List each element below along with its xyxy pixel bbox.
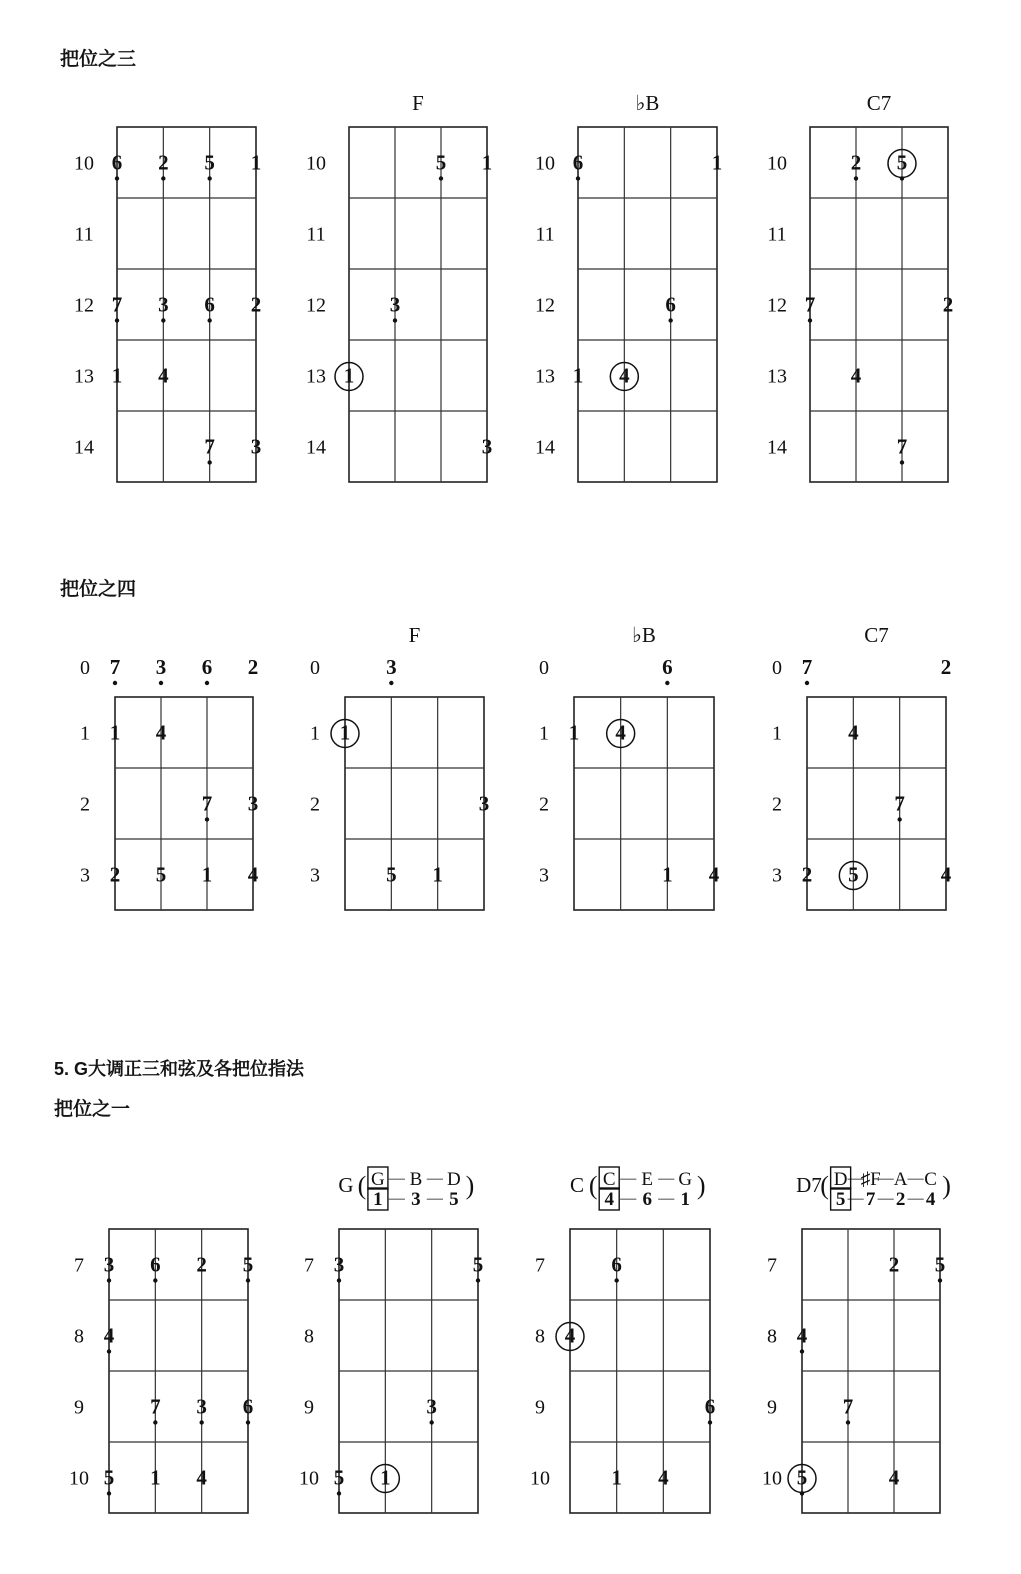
octave-dot <box>854 176 858 180</box>
chord-title: ♭B <box>635 91 660 115</box>
chord-diagram <box>539 623 720 910</box>
note-number: 3 <box>158 292 169 317</box>
chord-dash: — <box>426 1190 443 1207</box>
octave-dot <box>107 1491 111 1495</box>
chord-diagram <box>310 623 489 910</box>
chord-paren-close: ) <box>942 1171 951 1200</box>
fretboard-frame <box>349 127 487 482</box>
note-number: 5 <box>103 1465 115 1490</box>
chord-dash: — <box>658 1170 675 1187</box>
chord-note-name: C <box>602 1169 616 1190</box>
chord-diagram <box>74 127 261 482</box>
octave-dot <box>429 1420 433 1424</box>
chord-dash: — <box>877 1170 894 1187</box>
section-title-g-major: 5. G大调正三和弦及各把位指法 <box>54 1059 305 1079</box>
octave-dot <box>205 817 209 821</box>
octave-dot <box>805 681 809 685</box>
note-number: 7 <box>894 791 905 816</box>
fret-number-label: 9 <box>767 1396 777 1419</box>
chord-degree: 1 <box>680 1189 690 1210</box>
note-number: 2 <box>109 862 121 887</box>
note-number: 5 <box>204 150 215 175</box>
chord-paren-open: ( <box>357 1171 367 1200</box>
note-number: 4 <box>158 363 169 388</box>
fret-number-label: 10 <box>74 152 94 175</box>
octave-dot <box>668 318 672 322</box>
fret-number-label: 10 <box>69 1467 89 1490</box>
fret-number-label: 3 <box>539 864 549 887</box>
chord-degree: 6 <box>642 1189 652 1210</box>
fret-number-label: 3 <box>772 864 782 887</box>
chord-diagram <box>535 91 722 482</box>
octave-dot <box>205 681 209 685</box>
note-number: 1 <box>611 1465 622 1490</box>
fret-number-label: 8 <box>767 1325 777 1348</box>
note-number: 4 <box>615 720 626 745</box>
octave-dot <box>337 1278 341 1282</box>
note-number: 1 <box>432 862 443 887</box>
fret-number-label: 1 <box>80 722 90 745</box>
note-number: 3 <box>155 655 167 679</box>
chord-title: C7 <box>864 623 889 647</box>
note-number: 4 <box>658 1465 669 1490</box>
note-number: 4 <box>196 1465 207 1490</box>
note-number: 7 <box>201 791 213 816</box>
octave-dot <box>161 318 165 322</box>
section-heading-position-1: 把位之一 <box>54 1099 131 1120</box>
fret-number-label: 8 <box>304 1325 314 1348</box>
octave-dot <box>846 1420 850 1424</box>
note-number: 6 <box>201 655 213 679</box>
note-number: 5 <box>242 1252 254 1277</box>
note-number: 4 <box>848 720 859 745</box>
note-number: 4 <box>708 862 720 887</box>
note-number: 3 <box>386 655 397 679</box>
fret-number-label: 13 <box>74 365 94 388</box>
note-number: 5 <box>934 1252 946 1277</box>
note-number: 4 <box>888 1465 900 1490</box>
note-number: 4 <box>619 363 630 388</box>
chord-dash: — <box>620 1190 637 1207</box>
note-number: 6 <box>704 1394 716 1419</box>
chord-title: ♭B <box>632 623 656 647</box>
note-number: 2 <box>940 655 952 679</box>
chord-dash: — <box>847 1170 864 1187</box>
note-number: 4 <box>247 862 259 887</box>
note-number: 3 <box>196 1394 207 1419</box>
note-number: 1 <box>150 1465 161 1490</box>
note-number: 1 <box>343 363 355 388</box>
chord-degree: 5 <box>835 1189 846 1210</box>
fret-number-label: 1 <box>539 722 549 745</box>
octave-dot <box>576 176 580 180</box>
note-number: 6 <box>611 1252 622 1277</box>
octave-dot <box>808 318 812 322</box>
note-number: 5 <box>333 1465 345 1490</box>
fret-number-label: 13 <box>535 365 555 388</box>
note-number: 5 <box>796 1465 808 1490</box>
fretboard-frame <box>117 127 256 482</box>
octave-dot <box>389 681 393 685</box>
fret-number-label: 0 <box>310 657 320 679</box>
chord-dash: — <box>847 1190 864 1207</box>
octave-dot <box>107 1278 111 1282</box>
fret-number-label: 11 <box>767 223 787 246</box>
note-number: 1 <box>109 720 121 745</box>
note-number: 1 <box>201 862 213 887</box>
note-number: 3 <box>247 791 259 816</box>
fretboard-frame <box>574 697 714 910</box>
fret-number-label: 2 <box>772 793 782 816</box>
chord-dash: — <box>620 1170 637 1187</box>
fret-number-label: 3 <box>80 864 90 887</box>
fret-number-label: 11 <box>74 223 94 246</box>
octave-dot <box>113 681 117 685</box>
octave-dot <box>159 681 163 685</box>
octave-dot <box>938 1278 942 1282</box>
note-number: 3 <box>103 1252 115 1277</box>
octave-dot <box>900 460 904 464</box>
chord-title: C7 <box>866 91 892 115</box>
note-number: 2 <box>850 150 862 175</box>
note-number: 6 <box>204 292 215 317</box>
chord-note-name: B <box>409 1169 423 1190</box>
octave-dot <box>207 318 211 322</box>
chord-diagram <box>767 91 953 482</box>
chord-note-name: D <box>447 1169 461 1190</box>
chord-diagram <box>530 1167 715 1513</box>
octave-dot <box>439 176 443 180</box>
note-number: 6 <box>242 1394 254 1419</box>
chord-diagram <box>299 1167 483 1513</box>
chord-dash: — <box>658 1190 675 1207</box>
note-number: 2 <box>247 655 259 679</box>
octave-dot <box>153 1278 157 1282</box>
note-number: 4 <box>940 862 952 887</box>
chord-dash: — <box>426 1170 443 1187</box>
note-number: 4 <box>155 720 167 745</box>
chord-degree: 4 <box>925 1189 936 1210</box>
chord-dash: — <box>388 1190 405 1207</box>
chord-title: D7 <box>796 1173 822 1197</box>
octave-dot <box>115 318 119 322</box>
chord-paren-open: ( <box>820 1171 829 1200</box>
chord-paren-close: ) <box>465 1171 475 1200</box>
chord-title: F <box>408 623 421 647</box>
note-number: 7 <box>111 292 123 317</box>
chord-note-name: G <box>678 1169 693 1190</box>
note-number: 5 <box>896 150 908 175</box>
note-number: 3 <box>481 434 493 459</box>
note-number: 4 <box>850 363 862 388</box>
octave-dot <box>199 1420 203 1424</box>
note-number: 1 <box>711 150 723 175</box>
chord-title: F <box>412 91 424 115</box>
chord-dash: — <box>907 1170 924 1187</box>
octave-dot <box>800 1349 804 1353</box>
fretboard-frame <box>810 127 948 482</box>
chord-note-name: C <box>924 1169 937 1190</box>
note-number: 7 <box>804 292 816 317</box>
fret-number-label: 14 <box>306 436 326 459</box>
fret-number-label: 7 <box>767 1254 777 1277</box>
octave-dot <box>161 176 165 180</box>
chord-degree: 4 <box>604 1189 614 1210</box>
fret-number-label: 14 <box>767 436 787 459</box>
fret-number-label: 14 <box>535 436 555 459</box>
fret-number-label: 3 <box>310 864 320 887</box>
octave-dot <box>246 1420 250 1424</box>
chord-note-name: A <box>893 1169 908 1190</box>
fret-number-label: 13 <box>767 365 787 388</box>
section-heading-position-4: 把位之四 <box>60 579 137 600</box>
chord-note-name: E <box>641 1169 654 1190</box>
chord-dash: — <box>877 1190 894 1207</box>
note-number: 5 <box>435 150 447 175</box>
fret-number-label: 10 <box>306 152 326 175</box>
octave-dot <box>614 1278 618 1282</box>
chord-degree: 2 <box>895 1189 906 1210</box>
note-number: 7 <box>842 1394 854 1419</box>
note-number: 2 <box>158 150 169 175</box>
note-number: 1 <box>662 862 673 887</box>
chord-diagram <box>772 623 952 910</box>
octave-dot <box>107 1349 111 1353</box>
chord-diagram <box>306 91 492 482</box>
chord-title: C <box>569 1173 585 1197</box>
fret-number-label: 12 <box>767 294 787 317</box>
fretboard-frame <box>115 697 253 910</box>
note-number: 6 <box>662 655 673 679</box>
note-number: 7 <box>109 655 121 679</box>
note-number: 3 <box>250 434 262 459</box>
fret-number-label: 12 <box>306 294 326 317</box>
fret-number-label: 12 <box>74 294 94 317</box>
fret-number-label: 11 <box>306 223 326 246</box>
note-number: 4 <box>796 1323 808 1348</box>
note-number: 3 <box>478 791 490 816</box>
fret-number-label: 10 <box>767 152 787 175</box>
chord-degree: 1 <box>373 1189 383 1210</box>
note-number: 3 <box>426 1394 437 1419</box>
note-number: 2 <box>250 292 262 317</box>
note-number: 3 <box>333 1252 345 1277</box>
note-number: 2 <box>196 1252 207 1277</box>
note-number: 1 <box>568 720 580 745</box>
octave-dot <box>665 681 669 685</box>
note-number: 7 <box>150 1394 161 1419</box>
fret-number-label: 12 <box>535 294 555 317</box>
fretboard-frame <box>578 127 717 482</box>
note-number: 6 <box>572 150 584 175</box>
chord-degree: 7 <box>865 1189 876 1210</box>
note-number: 6 <box>665 292 676 317</box>
fret-number-label: 14 <box>74 436 94 459</box>
note-number: 4 <box>103 1323 115 1348</box>
fret-number-label: 10 <box>535 152 555 175</box>
octave-dot <box>207 460 211 464</box>
section-heading-position-3: 把位之三 <box>60 49 137 70</box>
fret-number-label: 2 <box>80 793 90 816</box>
fret-number-label: 1 <box>310 722 320 745</box>
fret-number-label: 0 <box>772 657 782 679</box>
chord-diagram <box>80 655 259 910</box>
note-number: 1 <box>339 720 351 745</box>
note-number: 1 <box>481 150 493 175</box>
fret-number-label: 10 <box>762 1467 782 1490</box>
note-number: 5 <box>386 862 397 887</box>
fret-number-label: 0 <box>80 657 90 679</box>
note-number: 2 <box>801 862 813 887</box>
chord-degree: 5 <box>449 1189 459 1210</box>
fret-number-label: 8 <box>535 1325 545 1348</box>
note-number: 1 <box>111 363 123 388</box>
octave-dot <box>897 817 901 821</box>
fret-number-label: 2 <box>310 793 320 816</box>
note-number: 7 <box>896 434 908 459</box>
octave-dot <box>337 1491 341 1495</box>
chord-note-name: D <box>833 1169 848 1190</box>
octave-dot <box>393 318 397 322</box>
note-number: 7 <box>801 655 813 679</box>
fret-number-label: 1 <box>772 722 782 745</box>
note-number: 1 <box>380 1465 391 1490</box>
fret-number-label: 10 <box>530 1467 550 1490</box>
chord-paren-close: ) <box>696 1171 706 1200</box>
fret-number-label: 10 <box>299 1467 319 1490</box>
chord-title: G <box>338 1173 354 1197</box>
note-number: 5 <box>155 862 167 887</box>
chord-dash: — <box>907 1190 924 1207</box>
octave-dot <box>115 176 119 180</box>
fret-number-label: 7 <box>535 1254 545 1277</box>
fret-number-label: 11 <box>535 223 555 246</box>
chord-degree: 3 <box>411 1189 421 1210</box>
octave-dot <box>246 1278 250 1282</box>
chord-note-name: G <box>371 1169 385 1190</box>
fret-number-label: 9 <box>74 1396 84 1419</box>
octave-dot <box>476 1278 480 1282</box>
fret-number-label: 0 <box>539 657 549 679</box>
fret-number-label: 7 <box>304 1254 314 1277</box>
fret-number-label: 7 <box>74 1254 84 1277</box>
fret-number-label: 2 <box>539 793 549 816</box>
octave-dot <box>708 1420 712 1424</box>
note-number: 5 <box>848 862 859 887</box>
note-number: 2 <box>942 292 954 317</box>
fret-number-label: 13 <box>306 365 326 388</box>
fretboard-frame <box>345 697 484 910</box>
note-number: 1 <box>250 150 262 175</box>
octave-dot <box>207 176 211 180</box>
chord-diagram <box>69 1229 253 1513</box>
note-number: 4 <box>564 1323 576 1348</box>
chord-note-name: ♯F <box>860 1169 881 1190</box>
note-number: 1 <box>572 363 584 388</box>
octave-dot <box>153 1420 157 1424</box>
chord-paren-open: ( <box>588 1171 598 1200</box>
note-number: 2 <box>888 1252 900 1277</box>
note-number: 7 <box>204 434 215 459</box>
note-number: 3 <box>389 292 401 317</box>
fret-number-label: 9 <box>304 1396 314 1419</box>
fret-number-label: 8 <box>74 1325 84 1348</box>
note-number: 5 <box>472 1252 484 1277</box>
note-number: 6 <box>150 1252 161 1277</box>
chord-dash: — <box>388 1170 405 1187</box>
note-number: 6 <box>111 150 123 175</box>
fretboard-frame <box>807 697 946 910</box>
fret-number-label: 9 <box>535 1396 545 1419</box>
chord-diagram <box>762 1167 951 1513</box>
